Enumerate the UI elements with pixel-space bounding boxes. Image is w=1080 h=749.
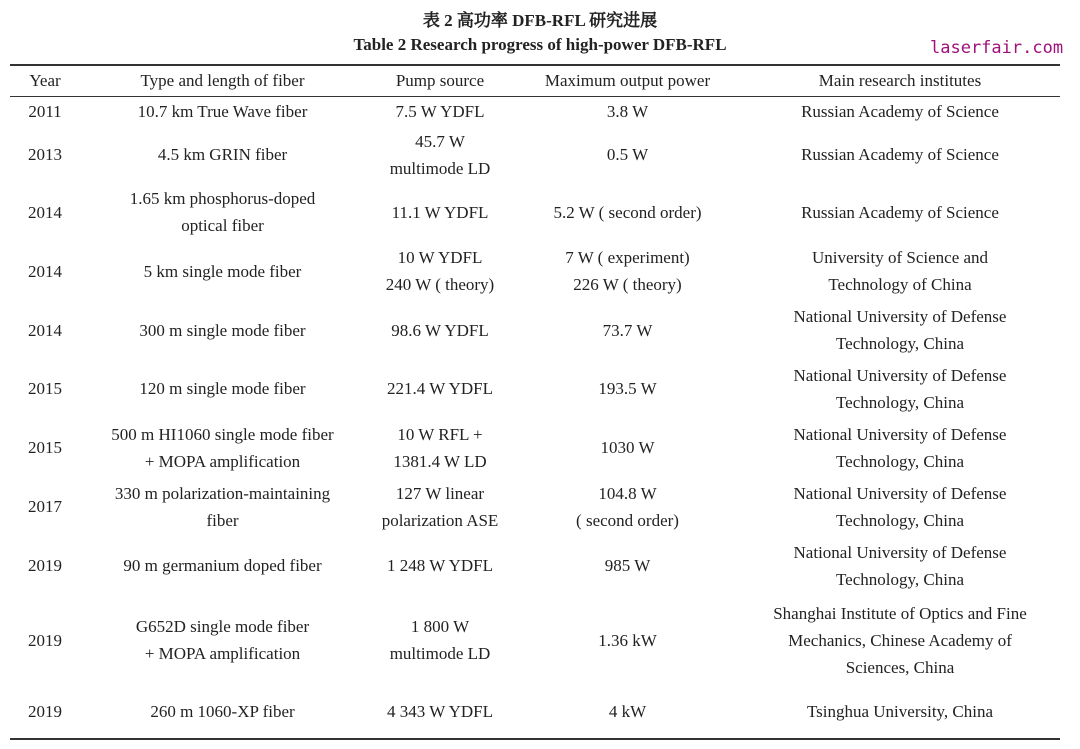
fiber-type-cell	[80, 418, 365, 477]
cell-text-line: 11.1 W YDFL	[391, 202, 489, 222]
fiber-type-cell	[80, 536, 365, 595]
pump-source-cell	[365, 595, 515, 685]
pump-source-cell	[365, 685, 515, 739]
cell-text-line: 330 m polarization-maintaining	[114, 483, 331, 503]
cell-text-line: 193.5 W	[598, 379, 657, 398]
cell-text-line: + MOPA amplification	[144, 451, 301, 471]
cell-text-line: multimode LD	[389, 158, 491, 178]
cell-text-line: Sciences, China	[845, 657, 955, 677]
pump-source-cell	[365, 96, 515, 126]
cell-text-line: 104.8 W	[598, 483, 657, 503]
max-output-cell	[515, 183, 740, 241]
cell-text-line: 127 W linear	[395, 483, 485, 503]
cell-text-line: Shanghai Institute of Optics and Fine	[773, 603, 1027, 623]
cell-text-line: 1.65 km phosphorus-doped	[129, 189, 316, 208]
cell-text-line: 1381.4 W LD	[393, 451, 487, 471]
institute-cell	[740, 595, 1060, 685]
cell-text-line: 2019	[28, 702, 62, 721]
cell-text-line: 10.7 km True Wave fiber	[137, 101, 308, 121]
table-row	[10, 183, 1060, 241]
year-cell	[10, 359, 80, 418]
fiber-type-cell	[80, 183, 365, 241]
cell-text-line: 1 800 W	[410, 617, 470, 636]
cell-text-line: National University of Defense	[793, 307, 1007, 326]
cell-text-line: 98.6 W YDFL	[391, 320, 489, 340]
fiber-type-cell	[80, 126, 365, 183]
column-header-fiber-type: Type and length of fiber	[140, 71, 305, 91]
pump-source-cell	[365, 301, 515, 359]
table-row	[10, 536, 1060, 595]
fiber-type-cell	[80, 477, 365, 536]
column-header-max-output: Maximum output power	[544, 71, 711, 91]
cell-text-line: 500 m HI1060 single mode fiber	[111, 424, 334, 444]
institute-cell	[740, 183, 1060, 241]
cell-text-line: 90 m germanium doped fiber	[123, 556, 322, 575]
column-header-institutes: Main research institutes	[818, 71, 982, 91]
cell-text-line: Technology, China	[835, 510, 964, 530]
cell-text-line: 2019	[28, 556, 62, 575]
cell-text-line: 240 W ( theory)	[385, 275, 495, 294]
institute-cell	[740, 418, 1060, 477]
cell-text-line: 3.8 W	[606, 101, 649, 121]
pump-source-cell	[365, 477, 515, 536]
year-cell	[10, 536, 80, 595]
year-cell	[10, 301, 80, 359]
year-cell	[10, 477, 80, 536]
table-row	[10, 96, 1060, 126]
cell-text-line: 5.2 W ( second order)	[553, 202, 702, 222]
cell-text-line: Russian Academy of Science	[801, 101, 999, 121]
cell-text-line: 2011	[28, 101, 62, 121]
cell-text-line: 2015	[28, 379, 62, 398]
cell-text-line: 7 W ( experiment)	[565, 248, 690, 267]
table-header-row	[10, 65, 1060, 96]
table-row	[10, 126, 1060, 183]
cell-text-line: 2014	[28, 261, 62, 281]
cell-text-line: 1.36 kW	[598, 630, 657, 650]
cell-text-line: National University of Defense	[793, 365, 1007, 385]
max-output-cell	[515, 536, 740, 595]
cell-text-line: 7.5 W YDFL	[395, 101, 485, 121]
cell-text-line: Russian Academy of Science	[801, 202, 999, 222]
cell-text-line: 2015	[28, 438, 62, 457]
cell-text-line: 2017	[28, 497, 62, 516]
fiber-type-cell	[80, 595, 365, 685]
cell-text-line: University of Science and	[811, 248, 989, 267]
year-cell	[10, 241, 80, 301]
institute-cell	[740, 301, 1060, 359]
year-cell	[10, 96, 80, 126]
cell-text-line: 260 m 1060-XP fiber	[150, 702, 295, 721]
pump-source-cell	[365, 359, 515, 418]
cell-text-line: Russian Academy of Science	[801, 145, 999, 164]
fiber-type-cell	[80, 241, 365, 301]
cell-text-line: National University of Defense	[793, 424, 1007, 444]
table-row	[10, 418, 1060, 477]
cell-text-line: 10 W YDFL	[397, 248, 483, 267]
cell-text-line: polarization ASE	[381, 510, 499, 530]
table-title-chinese: 表 2 高功率 DFB-RFL 研究进展	[422, 11, 658, 30]
cell-text-line: Tsinghua University, China	[806, 702, 994, 721]
table-row	[10, 241, 1060, 301]
institute-cell	[740, 241, 1060, 301]
cell-text-line: ( second order)	[576, 510, 679, 530]
cell-text-line: Technology of China	[828, 275, 972, 294]
fiber-type-cell	[80, 96, 365, 126]
year-cell	[10, 183, 80, 241]
cell-text-line: National University of Defense	[793, 542, 1007, 562]
cell-text-line: Mechanics, Chinese Academy of	[788, 630, 1012, 650]
cell-text-line: 45.7 W	[415, 131, 465, 151]
cell-text-line: 2019	[28, 630, 62, 650]
institute-cell	[740, 536, 1060, 595]
institute-cell	[740, 685, 1060, 739]
cell-text-line: 221.4 W YDFL	[387, 379, 493, 398]
cell-text-line: 5 km single mode fiber	[143, 261, 302, 281]
fiber-type-cell	[80, 685, 365, 739]
watermark: laserfair.com	[930, 38, 1064, 58]
cell-text-line: Technology, China	[835, 334, 964, 353]
pump-source-cell	[365, 536, 515, 595]
research-progress-table	[10, 64, 1060, 740]
cell-text-line: 120 m single mode fiber	[139, 379, 306, 398]
pump-source-cell	[365, 418, 515, 477]
table-row	[10, 685, 1060, 739]
cell-text-line: 2013	[28, 145, 62, 164]
cell-text-line: + MOPA amplification	[144, 644, 301, 663]
column-header-year: Year	[29, 71, 61, 91]
cell-text-line: 2014	[28, 320, 62, 340]
institute-cell	[740, 126, 1060, 183]
cell-text-line: 226 W ( theory)	[573, 275, 682, 294]
column-header-pump-source: Pump source	[395, 71, 485, 91]
year-cell	[10, 595, 80, 685]
max-output-cell	[515, 126, 740, 183]
cell-text-line: G652D single mode fiber	[135, 617, 310, 636]
table-row	[10, 301, 1060, 359]
pump-source-cell	[365, 126, 515, 183]
max-output-cell	[515, 418, 740, 477]
cell-text-line: Technology, China	[835, 569, 964, 589]
max-output-cell	[515, 96, 740, 126]
max-output-cell	[515, 359, 740, 418]
fiber-type-cell	[80, 359, 365, 418]
cell-text-line: 4.5 km GRIN fiber	[157, 145, 288, 164]
cell-text-line: 985 W	[604, 556, 651, 575]
cell-text-line: multimode LD	[389, 644, 491, 663]
table-body	[10, 96, 1060, 739]
cell-text-line: 0.5 W	[606, 145, 649, 164]
max-output-cell	[515, 301, 740, 359]
year-cell	[10, 418, 80, 477]
cell-text-line: National University of Defense	[793, 483, 1007, 503]
max-output-cell	[515, 685, 740, 739]
year-cell	[10, 685, 80, 739]
cell-text-line: 4 kW	[608, 702, 647, 721]
institute-cell	[740, 359, 1060, 418]
max-output-cell	[515, 241, 740, 301]
cell-text-line: Technology, China	[835, 392, 964, 412]
institute-cell	[740, 477, 1060, 536]
cell-text-line: 4 343 W YDFL	[387, 702, 493, 721]
pump-source-cell	[365, 183, 515, 241]
max-output-cell	[515, 477, 740, 536]
pump-source-cell	[365, 241, 515, 301]
max-output-cell	[515, 595, 740, 685]
cell-text-line: optical fiber	[181, 216, 264, 235]
fiber-type-cell	[80, 301, 365, 359]
table-row	[10, 595, 1060, 685]
year-cell	[10, 126, 80, 183]
table-row	[10, 477, 1060, 536]
cell-text-line: 2014	[28, 202, 62, 222]
cell-text-line: 300 m single mode fiber	[139, 320, 306, 340]
table-title-english: Table 2 Research progress of high-power DFB-RFL	[353, 35, 727, 54]
cell-text-line: 10 W RFL +	[397, 424, 483, 444]
cell-text-line: 1030 W	[600, 438, 655, 457]
cell-text-line: 73.7 W	[602, 320, 653, 340]
cell-text-line: Technology, China	[835, 451, 964, 471]
institute-cell	[740, 96, 1060, 126]
cell-text-line: fiber	[206, 510, 239, 530]
cell-text-line: 1 248 W YDFL	[387, 556, 493, 575]
table-row	[10, 359, 1060, 418]
